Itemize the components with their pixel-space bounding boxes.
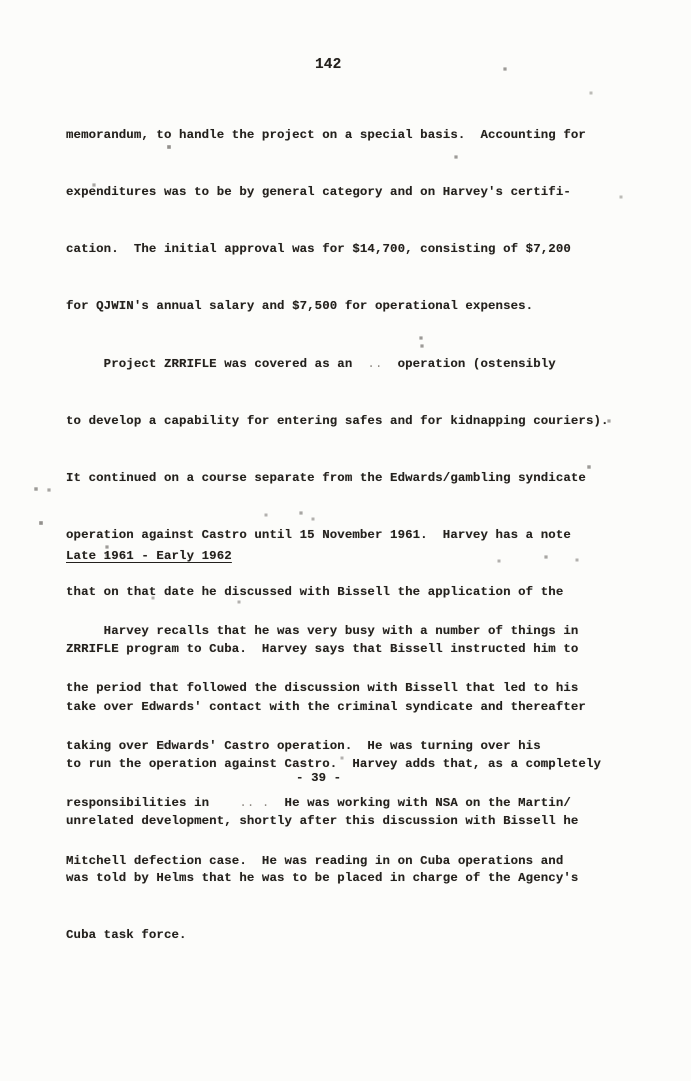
paragraph2-line: to develop a capability for entering safes and for kidnapping couriers). [66, 413, 609, 428]
paragraph2-line: that on that date he discussed with Bissell the application of the [66, 585, 564, 600]
paragraph3-line: the period that followed the discussion with Bissell that led to his [66, 681, 579, 696]
paragraph3-line: taking over Edwards' Castro operation. He was turning over his [66, 738, 541, 753]
paragraph1-line: expenditures was to be by general category and on Harvey's certifi- [66, 185, 571, 200]
text-before-redaction: responsibilities in [66, 796, 210, 811]
paragraph2-line: operation against Castro until 15 November 1961. Harvey has a note [66, 528, 571, 543]
paragraph3-line: Harvey recalls that he was very busy with a number of things in [66, 624, 579, 638]
text-after-redaction: He was working with NSA on the Martin/ [284, 796, 571, 811]
paragraph2-line: Cuba task force. [66, 928, 187, 943]
section-heading: Late 1961 - Early 1962 [66, 549, 232, 563]
page-number-bottom: - 39 - [296, 771, 342, 785]
paragraph2-line: take over Edwards' contact with the criminal syndicate and thereafter [66, 699, 586, 714]
paragraph1-line: cation. The initial approval was for $14,700, consisting of $7,200 [66, 242, 571, 257]
paragraph2-line: ZRRIFLE program to Cuba. Harvey says that Bissell instructed him to [66, 642, 579, 657]
redaction-gap-marks: .. . [209, 796, 285, 811]
text-before-redaction: Project ZRRIFLE was covered as an [66, 356, 353, 371]
paragraph2-line: to run the operation against Castro. Harvey adds that, as a completely [66, 756, 602, 771]
paragraph2-line: was told by Helms that he was to be placed in charge of the Agency's [66, 871, 579, 886]
paragraph1-line: memorandum, to handle the project on a special basis. Accounting for [66, 128, 586, 142]
body-text-block-2 [66, 589, 578, 904]
scan-noise-specks [0, 0, 2, 2]
page-number-top: 142 [315, 57, 342, 73]
paragraph3-line: Mitchell defection case. He was reading in on Cuba operations and [66, 853, 564, 868]
paragraph2-line: unrelated development, shortly after this discussion with Bissell he [66, 813, 579, 828]
paragraph2-line: It continued on a course separate from the Edwards/gambling syndicate [66, 470, 586, 485]
paragraph2-line-with-redaction [66, 350, 609, 379]
paragraph3-line-with-redaction [66, 789, 578, 818]
redaction-gap-marks: .. [352, 356, 398, 371]
paragraph1-line: for QJWIN's annual salary and $7,500 for operational expenses. [66, 299, 534, 314]
text-after-redaction: operation (ostensibly [397, 356, 556, 371]
